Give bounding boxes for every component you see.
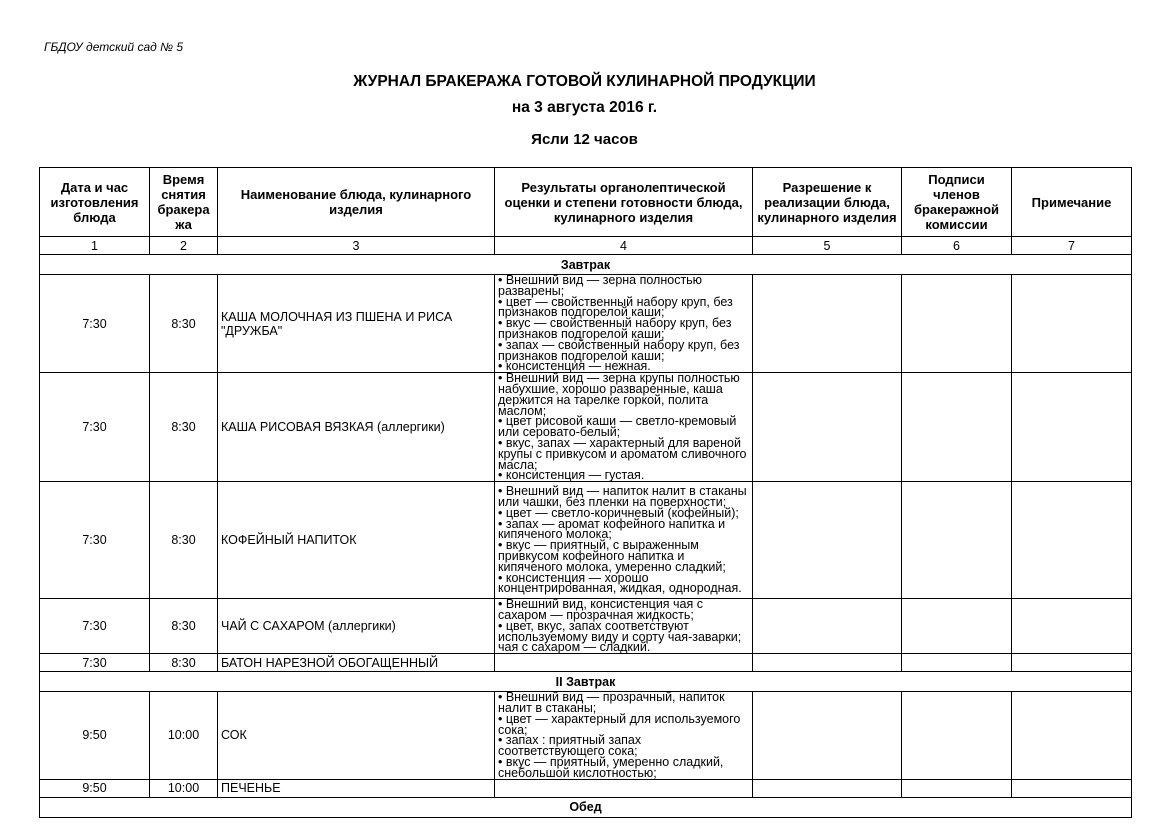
made-time: 9:50 [40,779,150,797]
removal-time: 10:00 [150,692,218,779]
dish-name: БАТОН НАРЕЗНОЙ ОБОГАЩЕННЫЙ [218,654,495,672]
results-cell [495,692,753,779]
signature-cell [902,599,1012,654]
note-cell [1012,482,1132,599]
note-cell [1012,275,1132,373]
removal-time: 8:30 [150,275,218,373]
note-cell [1012,692,1132,779]
journal-title: ЖУРНАЛ БРАКЕРАЖА ГОТОВОЙ КУЛИНАРНОЙ ПРОДУКЦИИ [353,73,816,90]
note-cell [1012,373,1132,482]
col-header-note: Примечание [1012,168,1132,237]
result-line: • вкус, запах — характерный для вареной крупы с привкусом и ароматом сливочного масла; [498,435,747,472]
col-number: 3 [218,237,495,255]
dish-name: ПЕЧЕНЬЕ [218,779,495,797]
column-number-row [40,237,1132,255]
organization-name: ГБДОУ детский сад № 5 [44,40,184,54]
section-title: Завтрак [40,255,1132,275]
removal-time: 8:30 [150,654,218,672]
dish-name: КАША МОЛОЧНАЯ ИЗ ПШЕНА И РИСА "ДРУЖБА" [218,275,495,373]
permission-cell [753,779,902,797]
dish-name: СОК [218,692,495,779]
made-time: 7:30 [40,275,150,373]
table-row [40,373,1132,482]
results-cell [495,779,753,797]
made-time: 9:50 [40,692,150,779]
made-time: 7:30 [40,599,150,654]
col-header-removal-time: Время снятия бракера жа [150,168,218,237]
result-line: • запах : приятный запах соответствующего сока; [498,733,642,759]
section-row-lunch [40,797,1132,817]
permission-cell [753,482,902,599]
dish-name: КАША РИСОВАЯ ВЯЗКАЯ (аллергики) [218,373,495,482]
result-line: • цвет — характерный для используемого сока; [498,711,741,737]
col-number: 7 [1012,237,1132,255]
result-line: • консистенция — хорошо концентрированная, жидкая, однородная. [498,570,742,596]
col-header-results: Результаты органолептической оценки и степени готовности блюда, кулинарного изделия [495,168,753,237]
result-line: • Внешний вид — зерна крупы полностью набухшие, хорошо разваренные, каша держится на тарелке горкой, полита маслом; [498,371,740,418]
col-number: 1 [40,237,150,255]
note-cell [1012,654,1132,672]
table-row [40,692,1132,779]
removal-time: 8:30 [150,599,218,654]
results-cell [495,599,753,654]
result-line: • вкус — приятный, с выраженным привкусом кофейного напитка и кипяченого молока, умеренно сладкий; [498,538,726,574]
col-header-permission: Разрешение к реализации блюда, кулинарного изделия [753,168,902,237]
col-header-dish-name: Наименование блюда, кулинарного изделия [218,168,495,237]
result-line: • запах — аромат кофейного напитка и кипяченого молока; [498,516,726,542]
result-line: • цвет, вкус, запах соответствуют используемому виду и сорту чая-заварки; чая с сахаром — сладкий. [498,618,742,655]
signature-cell [902,373,1012,482]
result-line: • консистенция — нежная. [498,359,651,374]
journal-table [39,167,1132,818]
signature-cell [902,482,1012,599]
col-header-signatures: Подписи членов бракеражной комиссии [902,168,1012,237]
result-line: • Внешний вид — напиток налит в стаканы или чашки, без пленки на поверхности; [498,484,747,509]
journal-group: Ясли 12 часов [531,131,638,148]
made-time: 7:30 [40,482,150,599]
signature-cell [902,275,1012,373]
note-cell [1012,599,1132,654]
result-line: • вкус — свойственный набору круп, без признаков подгорелой каши; [498,316,732,341]
journal-date: на 3 августа 2016 г. [511,99,658,116]
signature-cell [902,654,1012,672]
table-row [40,654,1132,672]
result-line: • Внешний вид — зерна полностью разварены; [498,273,703,298]
section-row-breakfast [40,255,1132,275]
results-cell [495,275,753,373]
results-cell [495,373,753,482]
results-cell [495,482,753,599]
section-title: Обед [40,797,1132,817]
results-cell [495,654,753,672]
result-line: • Внешний вид — прозрачный, напиток налит в стаканы; [498,690,725,715]
col-number: 2 [150,237,218,255]
result-line: • вкус — приятный, умеренно сладкий, снебольшой кислотностью; [498,754,724,780]
result-line: • цвет — свойственный набору круп, без признаков подгорелой каши; [498,294,733,320]
permission-cell [753,599,902,654]
section-row-second-breakfast [40,672,1132,692]
dish-name: КОФЕЙНЫЙ НАПИТОК [218,482,495,599]
result-line: • цвет — светло-коричневый (кофейный); [498,505,739,520]
signature-cell [902,779,1012,797]
permission-cell [753,275,902,373]
made-time: 7:30 [40,654,150,672]
col-header-date: Дата и час изготовления блюда [40,168,150,237]
made-time: 7:30 [40,373,150,482]
result-line: • цвет рисовой каши — светло-кремовый или сероватo-белый; [498,414,737,440]
removal-time: 10:00 [150,779,218,797]
permission-cell [753,373,902,482]
permission-cell [753,692,902,779]
removal-time: 8:30 [150,373,218,482]
table-row [40,599,1132,654]
signature-cell [902,692,1012,779]
col-number: 5 [753,237,902,255]
removal-time: 8:30 [150,482,218,599]
dish-name: ЧАЙ С САХАРОМ (аллергики) [218,599,495,654]
col-number: 6 [902,237,1012,255]
result-line: • запах — свойственный набору круп, без признаков подгорелой каши; [498,337,740,363]
col-number: 4 [495,237,753,255]
header-row [40,168,1132,237]
note-cell [1012,779,1132,797]
result-line: • Внешний вид, консистенция чая с сахаром — прозрачная жидкость; [498,597,703,622]
section-title: II Завтрак [40,672,1132,692]
permission-cell [753,654,902,672]
result-line: • консистенция — густая. [498,468,645,483]
table-row [40,779,1132,797]
table-row [40,482,1132,599]
table-row [40,275,1132,373]
